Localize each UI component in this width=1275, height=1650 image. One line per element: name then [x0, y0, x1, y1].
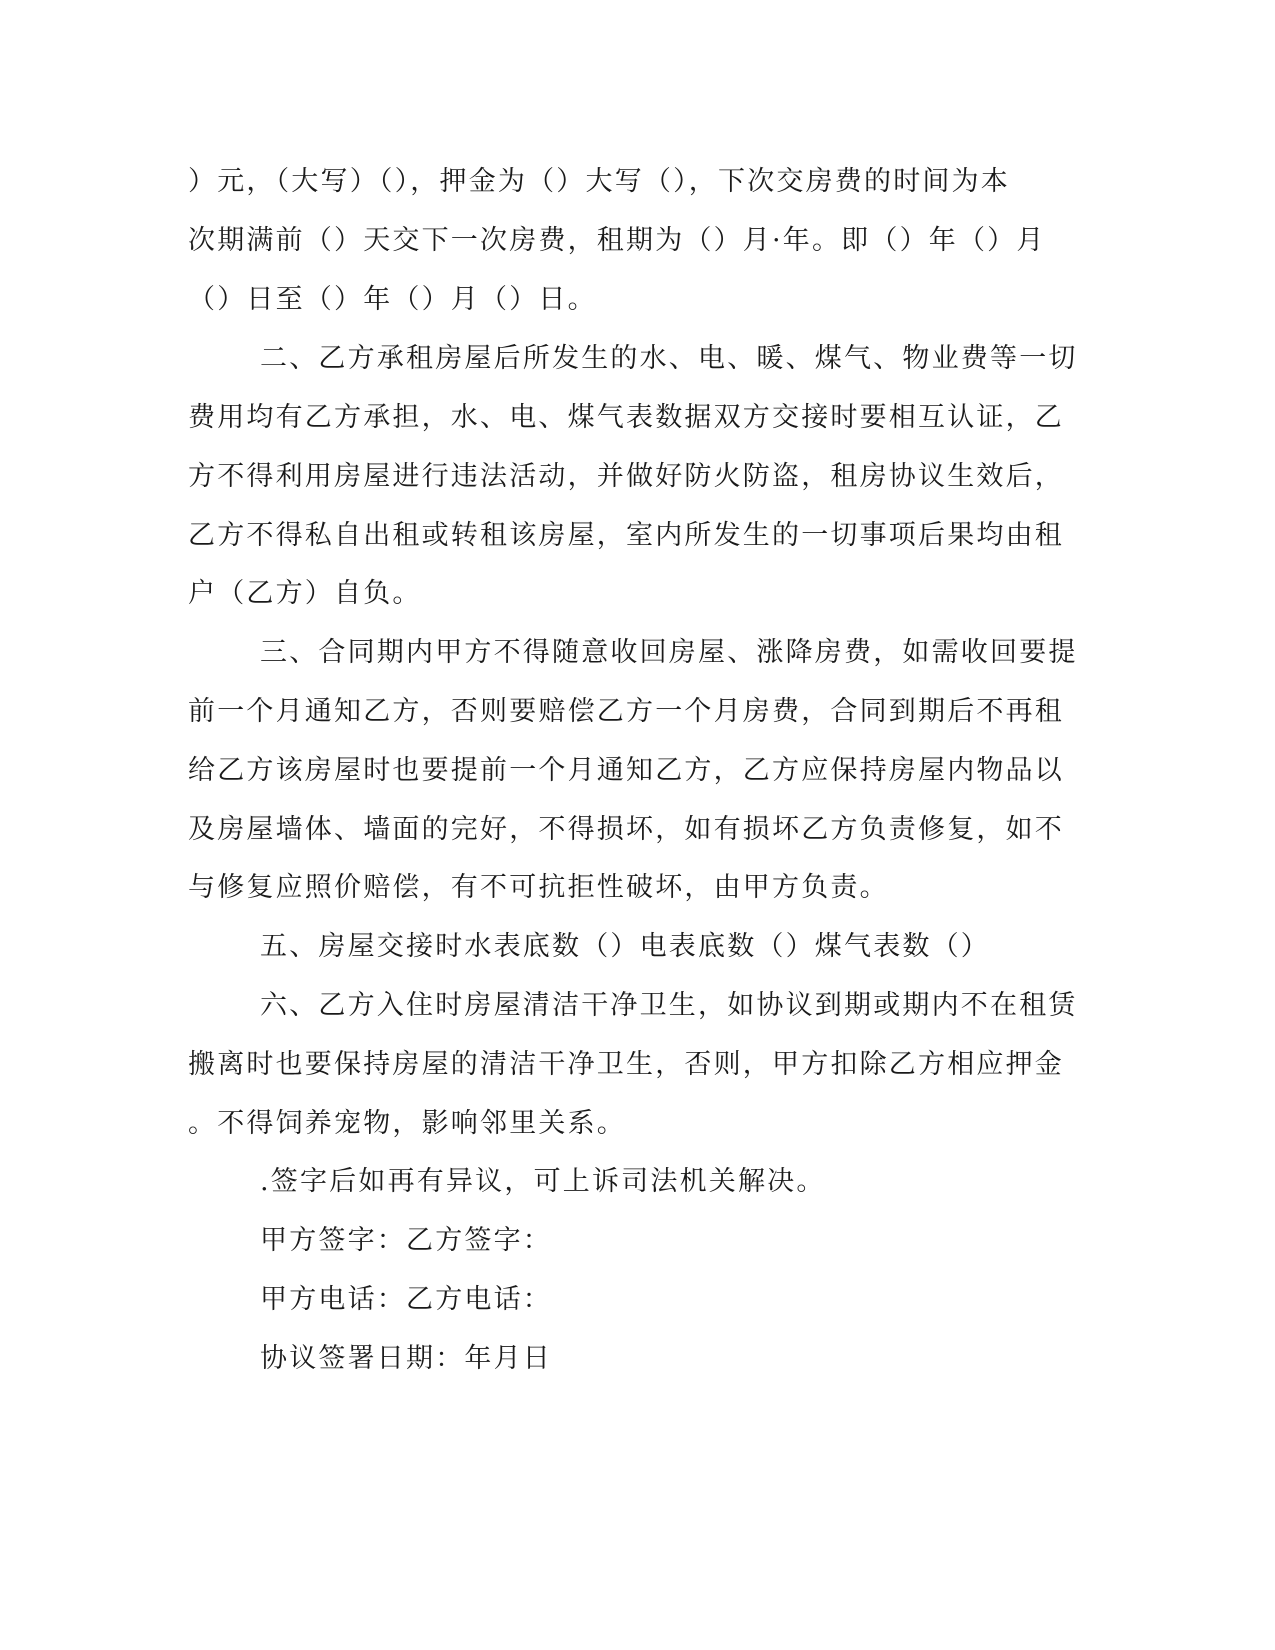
signature-line: 甲方签字：乙方签字：: [260, 1225, 552, 1256]
paragraph-3-first-line: 三、合同期内甲方不得随意收回房屋、涨降房费，如需收回要提: [260, 637, 1078, 668]
text-line: 方不得利用房屋进行违法活动，并做好防火防盗，租房协议生效后，: [188, 461, 1064, 492]
text-line: 户（乙方）自负。: [188, 578, 422, 609]
text-line: 次期满前（）天交下一次房费，租期为（）月·年。即（）年（）月: [188, 225, 1046, 256]
text-line: 乙方不得私自出租或转租该房屋，室内所发生的一切事项后果均由租: [188, 520, 1064, 551]
paragraph-6-first-line: 六、乙方入住时房屋清洁干净卫生，如协议到期或期内不在租赁: [260, 990, 1078, 1021]
text-line: 前一个月通知乙方，否则要赔偿乙方一个月房费，合同到期后不再租: [188, 696, 1064, 727]
text-line: 搬离时也要保持房屋的清洁干净卫生，否则，甲方扣除乙方相应押金: [188, 1049, 1064, 1080]
text-line: 费用均有乙方承担，水、电、煤气表数据双方交接时要相互认证，乙: [188, 402, 1064, 433]
text-line: 。不得饲养宠物，影响邻里关系。: [188, 1108, 626, 1139]
signing-date-line: 协议签署日期：年月日: [260, 1343, 552, 1374]
dispute-clause: .签字后如再有异议，可上诉司法机关解决。: [260, 1166, 826, 1197]
text-line: 及房屋墙体、墙面的完好，不得损坏，如有损坏乙方负责修复，如不: [188, 814, 1064, 845]
paragraph-5-line: 五、房屋交接时水表底数（）电表底数（）煤气表数（）: [260, 931, 990, 962]
text-line: （）日至（）年（）月（）日。: [188, 284, 597, 315]
paragraph-2-first-line: 二、乙方承租房屋后所发生的水、电、暖、煤气、物业费等一切: [260, 343, 1078, 374]
text-line: ）元，（大写）（），押金为（）大写（），下次交房费的时间为本: [188, 166, 1010, 197]
text-line: 与修复应照价赔偿，有不可抗拒性破坏，由甲方负责。: [188, 872, 889, 903]
phone-line: 甲方电话：乙方电话：: [260, 1284, 552, 1315]
text-line: 给乙方该房屋时也要提前一个月通知乙方，乙方应保持房屋内物品以: [188, 755, 1064, 786]
